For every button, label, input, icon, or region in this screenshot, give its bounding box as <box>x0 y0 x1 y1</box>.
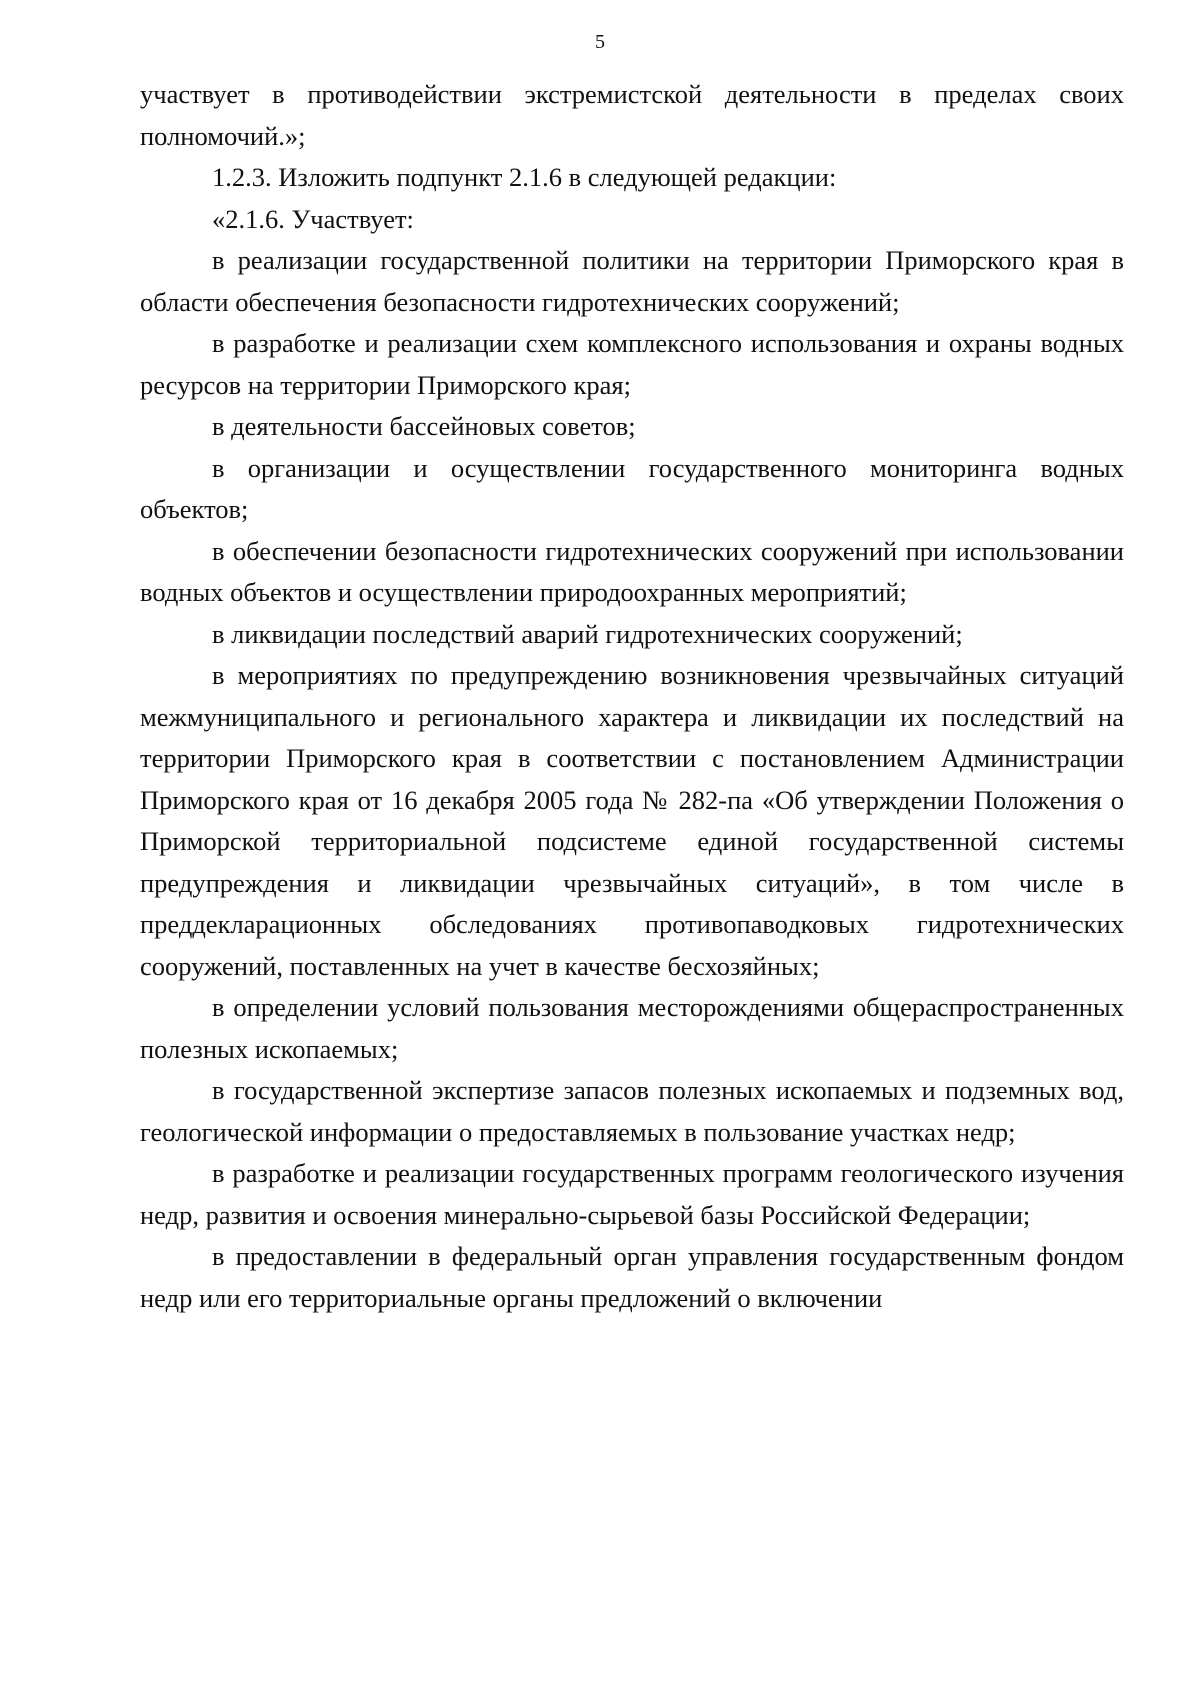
paragraph-subclause-2-1-6: «2.1.6. Участвует: <box>212 203 414 234</box>
page-number: 5 <box>595 31 605 53</box>
paragraph-item: в обеспечении безопасности гидротехнических сооружений при использовании водных объектов и осуществлении природоохранных мероприятий; <box>140 535 1124 607</box>
paragraph-item: в разработке и реализации государственных программ геологического изучения недр, развития и освоения минерально-сырьевой базы Российской Федерации; <box>140 1158 1124 1230</box>
paragraph-item-last: в предоставлении в федеральный орган управления государственным фондом недр или его территориальные органы предложений о включении <box>140 1241 1124 1313</box>
paragraph-item: в организации и осуществлении государственного мониторинга водных объектов; <box>140 452 1124 524</box>
paragraph-amendment-1-2-3: 1.2.3. Изложить подпункт 2.1.6 в следующей редакции: <box>212 162 837 192</box>
paragraph-continuation: участвует в противодействии экстремистской деятельности в пределах своих полномочий.»; <box>140 79 1124 151</box>
document-body <box>140 74 1124 1319</box>
paragraph-item: в ликвидации последствий аварий гидротехнических сооружений; <box>212 618 963 649</box>
paragraph-item: в реализации государственной политики на территории Приморского края в области обеспечения безопасности гидротехнических сооружений; <box>140 245 1124 317</box>
paragraph-item: в деятельности бассейновых советов; <box>212 411 636 441</box>
paragraph-item: в определении условий пользования месторождениями общераспространенных полезных ископаемых; <box>140 992 1124 1064</box>
paragraph-item: в государственной экспертизе запасов полезных ископаемых и подземных вод, геологической информации о предоставляемых в пользование участках недр; <box>140 1075 1124 1147</box>
paragraph-item: в мероприятиях по предупреждению возникновения чрезвычайных ситуаций межмуниципального и регионального характера и ликвидации их последствий на территории Приморского края в соответствии с постановлением Администрации Приморского края от 16 декабря 2005 года № 282-па «Об утверждении Положения о Приморской территориальной подсистеме единой государственной системы предупреждения и ликвидации чрезвычайных ситуаций», в том числе в преддекларационных обследованиях противопаводковых гидротехнических сооружений, поставленных на учет в качестве бесхозяйных; <box>140 660 1124 981</box>
paragraph-item: в разработке и реализации схем комплексного использования и охраны водных ресурсов на территории Приморского края; <box>140 328 1124 400</box>
